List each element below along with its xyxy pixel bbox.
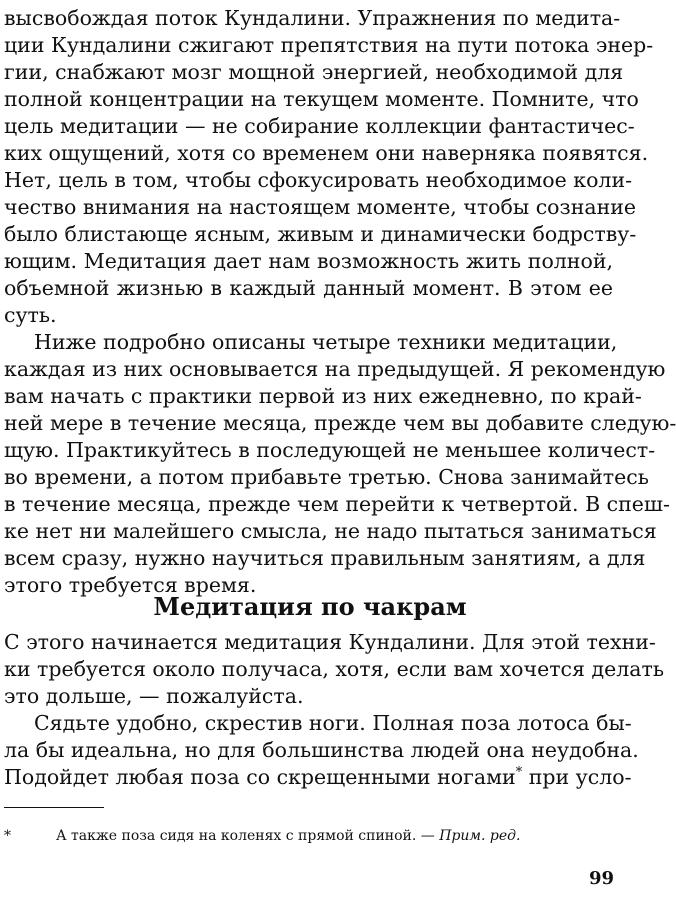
footnote-reference: * xyxy=(515,765,523,780)
text-line: это дольше, — пожалуйста. xyxy=(4,684,304,708)
text-line: в течение месяца, прежде чем перейти к четвертой. В спеш- xyxy=(4,492,670,516)
text-segment: Подойдет любая поза со скрещенными ногами xyxy=(4,765,516,789)
text-line: ней мере в течение месяца, прежде чем вы добавите следую- xyxy=(4,411,676,435)
text-line: Ниже подробно описаны четыре техники медитации, xyxy=(34,330,618,354)
text-line: было блистающе ясным, живым и динамически бодрству- xyxy=(4,222,637,246)
text-line: объемной жизнью в каждый данный момент. В этом ее xyxy=(4,276,613,300)
text-line: щую. Практикуйтесь в последующей не меньшее количест- xyxy=(4,438,656,462)
footnote xyxy=(4,826,604,846)
text-line: гии, снабжают мозг мощной энергией, необходимой для xyxy=(4,60,624,84)
footnote-text: А также поза сидя на коленях с прямой спиной. — xyxy=(56,828,440,844)
text-line: суть. xyxy=(4,303,57,327)
text-line: высвобождая поток Кундалини. Упражнения по медита- xyxy=(4,6,621,30)
text-line: чество внимания на настоящем моменте, чтобы сознание xyxy=(4,195,637,219)
text-line: полной концентрации на текущем моменте. Помните, что xyxy=(4,87,639,111)
section-heading: Медитация по чакрам xyxy=(153,592,467,621)
text-line: Сядьте удобно, скрестив ноги. Полная поза лотоса бы- xyxy=(34,711,632,735)
page-number: 99 xyxy=(588,868,614,889)
text-line: во времени, а потом прибавьте третью. Снова занимайтесь xyxy=(4,465,649,489)
footnote-note: Прим. ред. xyxy=(439,828,521,844)
footnote-divider xyxy=(4,807,104,808)
text-line: ющим. Медитация дает нам возможность жить полной, xyxy=(4,249,613,273)
text-line: каждая из них основывается на предыдущей. Я рекомендую xyxy=(4,357,666,381)
text-line: вам начать с практики первой из них ежедневно, по край- xyxy=(4,384,642,408)
text-line: цель медитации — не собирание коллекции фантастичес- xyxy=(4,114,635,138)
text-line: этого требуется время. xyxy=(4,573,257,597)
text-line: ких ощущений, хотя со временем они наверняка появятся. xyxy=(4,141,649,165)
footnote-mark: * xyxy=(4,828,11,844)
text-line: всем сразу, нужно научиться правильным занятиям, а для xyxy=(4,546,646,570)
text-line: ке нет ни малейшего смысла, не надо пытаться заниматься xyxy=(4,519,657,543)
text-line: ла бы идеальна, но для большинства людей она неудобна. xyxy=(4,738,639,762)
text-line xyxy=(4,764,632,791)
text-line: ции Кундалини сжигают препятствия на пути потока энер- xyxy=(4,33,654,57)
text-segment: при усло- xyxy=(522,765,632,789)
text-line: ки требуется около получаса, хотя, если вам хочется делать xyxy=(4,657,664,681)
text-line: Нет, цель в том, чтобы сфокусировать необходимое коли- xyxy=(4,168,633,192)
text-line: С этого начинается медитация Кундалини. Для этой техни- xyxy=(4,630,656,654)
